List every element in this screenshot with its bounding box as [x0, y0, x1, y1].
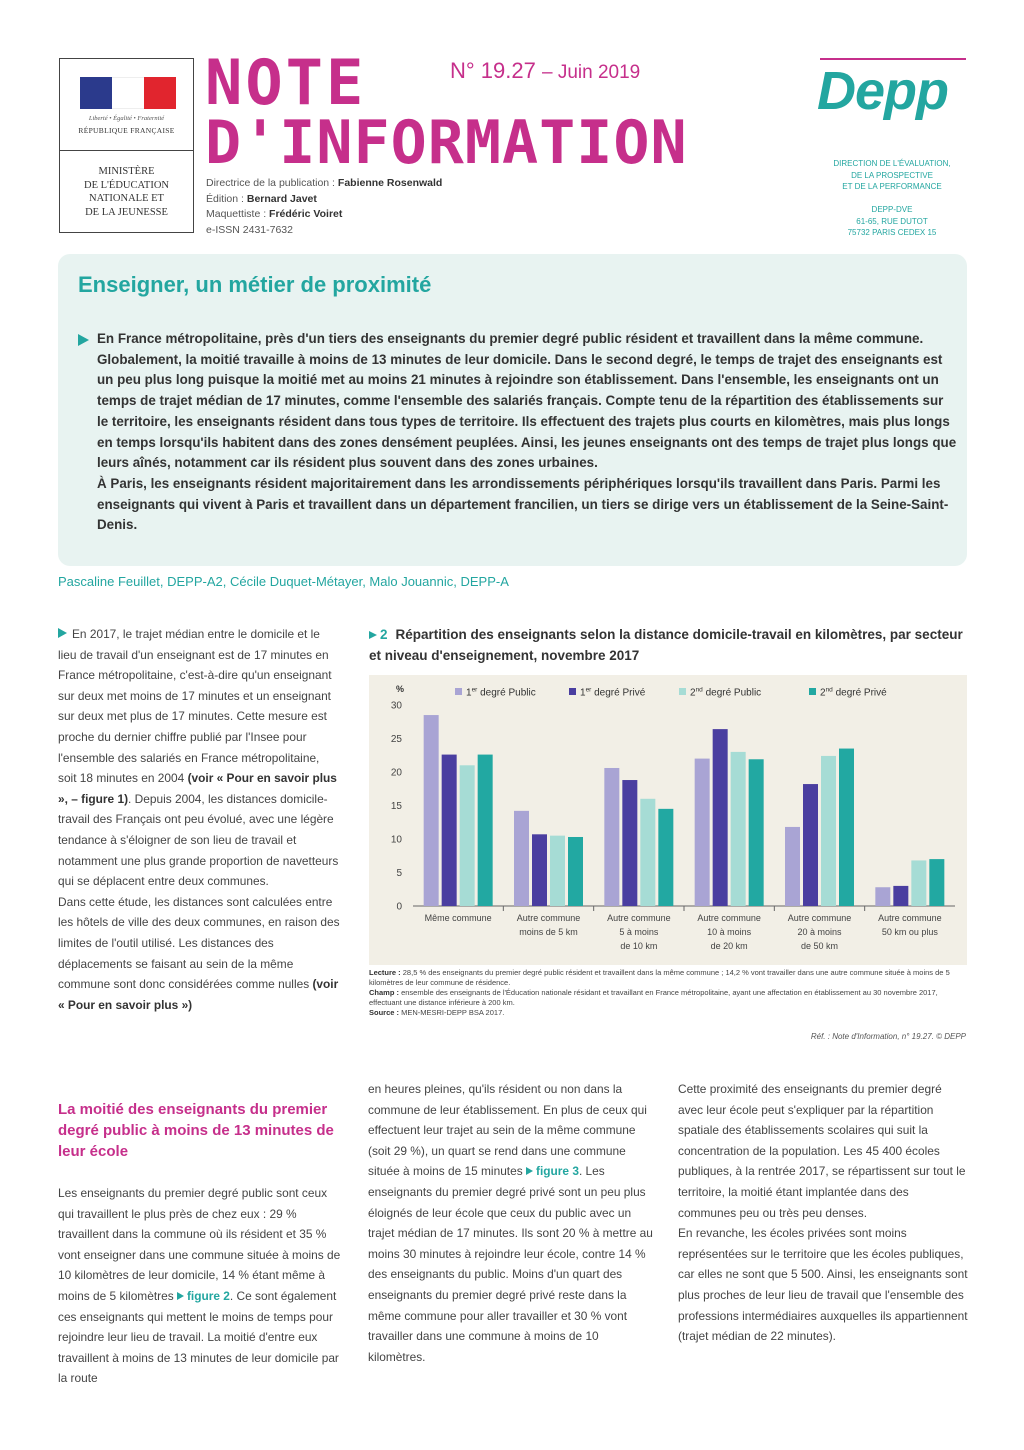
intro-paragraph: Dans cette étude, les distances sont calculées entre les hôtels de ville des deux communes, en raison des limites de l'outil utilisé. Les distances des déplacements se faisant au sein de la même commune sont donc considérées comme nulles (voir « Pour en savoir plus ») [58, 894, 340, 1012]
bar [532, 834, 547, 906]
section-paragraph: Cette proximité des enseignants du premier degré avec leur école peut s'expliquer par la répartition spatiale des établissements scolaires qui suit la concentration de la population. Les 45 400 écoles publiques, à la rentrée 2017, se répartissent sur tout le territoire, la moitié étant implantée dans des communes peu ou très peu denses. [678, 1082, 966, 1220]
bar [803, 784, 818, 906]
x-tick-label: de 20 km [710, 941, 748, 951]
issue-info [450, 58, 640, 84]
bar [514, 811, 529, 906]
summary-paragraph: En France métropolitaine, près d'un tiers des enseignants du premier degré public résident et travaillent dans la même commune. Globalement, la moitié travaille à moins de 13 minutes de leur domicile. Dans le second degré, le temps de trajet des enseignants est un peu plus long puisque la moitié met au moins 21 minutes à rejoindre son établissement. Dans l'ensemble, les enseignants ont un temps de trajet médian de 17 minutes, comme l'ensemble des salariés français. Compte tenu de la répartition des établissements sur le territoire, les enseignants résident dans tous types de territoire. Ils effectuent des trajets plus courts en kilomètres, mais plus longs en temps lorsqu'ils habitent dans des zones densément peuplées. Ainsi, les jeunes enseignants ont des temps de trajet plus longs que leurs aînés, notamment car ils résident plus souvent dans des zones urbaines. [97, 331, 957, 471]
x-tick-label: Autre commune [878, 913, 942, 923]
section-paragraph: en heures pleines, qu'ils résident ou non dans la commune de leur établissement. En plus de ceux qui effectuent leur trajet au sein de la même commune (soit 29 %), un quart se rend dans une commune située à moins de 15 minutes figure 3. Les enseignants du premier degré privé sont un peu plus éloignés de leur école que ceux du public avec un trajet médian de 17 minutes. Ils sont 20 % à mettre au moins 30 minutes à rejoindre leur école, contre 14 % des enseignants du public. Moins d'un quart des enseignants du premier degré privé reste dans la même commune pour aller travailler et 30 % vont travailler dans une commune à moins de 10 kilomètres. [368, 1082, 653, 1364]
figure-number: 2 [369, 627, 388, 642]
bar [713, 729, 728, 906]
legend-swatch [569, 688, 576, 695]
x-tick-label: Autre commune [697, 913, 761, 923]
summary-text [97, 329, 957, 536]
ministry-name: MINISTÈRE DE L'ÉDUCATION NATIONALE ET DE LA JEUNESSE [83, 166, 169, 218]
x-tick-label: de 10 km [620, 941, 658, 951]
x-tick-label: moins de 5 km [519, 927, 578, 937]
figure-link[interactable]: figure 2 [177, 1289, 230, 1303]
bar [442, 755, 457, 906]
bar-chart [369, 675, 967, 965]
summary-box [58, 254, 967, 566]
legend-label: 2nd degré Privé [820, 686, 887, 699]
x-tick-label: 10 à moins [707, 927, 752, 937]
y-axis-label: % [396, 684, 405, 694]
republic-logo [60, 59, 193, 151]
y-tick-label: 30 [390, 700, 402, 712]
x-tick-label: Autre commune [607, 913, 671, 923]
figure-notes [369, 968, 967, 1018]
bar [622, 780, 637, 906]
bar [658, 809, 673, 906]
bar [550, 836, 565, 906]
bar [460, 765, 475, 906]
issue-number: N° 19.27 [450, 58, 536, 83]
depp-full-name: DIRECTION DE L'ÉVALUATION, DE LA PROSPECTIVE ET DE LA PERFORMANCE [833, 159, 951, 191]
note-lecture: Lecture : 28,5 % des enseignants du premier degré public résident et travaillent dans la même commune ; 14,2 % vont travailler dans une autre commune située à moins de 5 kilomètres de leur commune de résidence. [369, 968, 950, 987]
summary-paragraph: À Paris, les enseignants résident majoritairement dans les arrondissements périphériques lorsqu'ils travaillent dans Paris. Parmi les enseignants qui vivent à Paris et travaillent dans un département francilien, un tiers se dirige vers un établissement de la Seine-Saint-Denis. [97, 475, 949, 533]
bar [478, 755, 493, 906]
y-tick-label: 25 [390, 734, 402, 745]
link-arrow-icon [177, 1292, 184, 1300]
y-tick-label: 0 [396, 901, 402, 913]
y-tick-label: 5 [396, 868, 402, 879]
paragraph-arrow-icon [58, 628, 67, 638]
section-column-2 [368, 1079, 653, 1367]
bar [640, 799, 655, 906]
credit-line: e-ISSN 2431-7632 [206, 223, 293, 236]
credit-line: Directrice de la publication : Fabienne Rosenwald [206, 177, 443, 189]
depp-address: DEPP-DVE 61-65, RUE DUTOT 75732 PARIS CEDEX 15 [847, 205, 937, 237]
section-paragraph: Les enseignants du premier degré public sont ceux qui travaillent le plus près de chez eux : 29 % travaillent dans la commune où ils résident et 35 % vont enseigner dans une commune située à moins de 10 kilomètres de leur domicile, 14 % étant même à moins de 5 kilomètres figure 2. Ce sont également ces enseignants qui mettent le moins de temps pour rejoindre leur lieu de travail. La moitié d'entre eux travaillent à moins de 13 minutes de leur domicile par la route [58, 1186, 341, 1386]
credit-line: Édition : Bernard Javet [206, 192, 317, 205]
note-source: Source : MEN-MESRI-DEPP BSA 2017. [369, 1008, 505, 1017]
figure-reference: Réf. : Note d'Information, n° 19.27. © DEPP [810, 1032, 966, 1041]
bar [749, 759, 764, 906]
bar [568, 837, 583, 906]
summary-arrow-icon [78, 334, 89, 346]
authors: Pascaline Feuillet, DEPP-A2, Cécile Duquet-Métayer, Malo Jouannic, DEPP-A [58, 574, 509, 589]
section-column-3 [678, 1079, 968, 1347]
bar [695, 759, 710, 906]
note-champ: Champ : ensemble des enseignants de l'Éducation nationale résidant et travaillant en France métropolitaine, ayant une affectation en établissement au 30 novembre 2017, effectuant une distance inférieure à 200 km. [369, 988, 938, 1007]
figure-link[interactable]: figure 3 [526, 1164, 579, 1178]
publication-credits [206, 176, 442, 238]
title-line-2: D'INFORMATION [205, 108, 688, 178]
legend-label: 2nd degré Public [690, 686, 762, 699]
y-tick-label: 15 [390, 801, 402, 812]
bar [424, 715, 439, 906]
issue-date: – Juin 2019 [541, 62, 641, 83]
y-tick-label: 20 [390, 767, 402, 779]
bar [839, 749, 854, 906]
bar [911, 860, 926, 906]
republic-motto: Liberté • Égalité • Fraternité [88, 115, 165, 122]
section-column-1 [58, 1183, 342, 1389]
x-tick-label: Autre commune [516, 913, 581, 923]
legend-swatch [679, 688, 686, 695]
figure-arrow-icon [369, 631, 377, 639]
chart-svg [369, 675, 967, 965]
title-line-1: NOTE [205, 46, 367, 119]
republic-name: RÉPUBLIQUE FRANÇAISE [78, 126, 175, 135]
x-tick-label: 50 km ou plus [881, 927, 938, 937]
x-tick-label: Autre commune [787, 913, 852, 923]
section-paragraph: En revanche, les écoles privées sont moins représentées sur le territoire que les écoles publiques, car elles ne sont que 5 500. Ainsi, les enseignants sont plus proches de leur lieu de travail que l'ensemble des professions intermédiaires auxquelles ils appartiennent (trajet médian de 22 minutes). [678, 1226, 968, 1344]
link-arrow-icon [526, 1167, 533, 1175]
legend-swatch [455, 688, 462, 695]
credit-line: Maquettiste : Frédéric Voiret [206, 208, 343, 220]
y-tick-label: 10 [390, 834, 402, 846]
x-tick-label: 5 à moins [619, 927, 659, 937]
bar [893, 886, 908, 906]
bar [929, 859, 944, 906]
summary-title: Enseigner, un métier de proximité [78, 272, 432, 297]
x-tick-label: de 50 km [800, 941, 839, 951]
section-heading: La moitié des enseignants du premier degré public à moins de 13 minutes de leur école [58, 1101, 334, 1160]
bar [731, 752, 746, 906]
legend-label: 1er degré Privé [580, 686, 646, 699]
bar [785, 827, 800, 906]
depp-logo: Depp [817, 61, 948, 121]
intro-paragraph: En 2017, le trajet médian entre le domicile et le lieu de travail d'un enseignant est de 17 minutes en France métropolitaine, c'est-à-dire qu'un enseignant sur deux met moins de 17 minutes et un enseignant sur deux met plus de 17 minutes. Cette mesure est proche du dernier chiffre publié par l'Insee pour l'ensemble des salariés en France métropolitaine, soit 18 minutes en 2004 (voir « Pour en savoir plus », – figure 1). Depuis 2004, les distances domicile-travail des Français ont peu évolué, avec une légère tendance à s'éloigner de son lieu de travail et notamment une plus grande proportion de navetteurs qui se déplacent entre deux communes. [58, 627, 339, 889]
x-tick-label: 20 à moins [797, 927, 842, 937]
bar [604, 768, 619, 906]
x-tick-label: Même commune [424, 913, 492, 923]
bar [875, 887, 890, 906]
reference-link[interactable]: (voir « Pour en savoir plus », – figure 1) [58, 771, 337, 806]
legend-swatch [809, 688, 816, 695]
figure-title: 2 Répartition des enseignants selon la distance domicile-travail en kilomètres, par secteur et niveau d'enseignement, novembre 2017 [369, 627, 963, 663]
marianne-flag-icon [80, 77, 176, 109]
bar [821, 756, 836, 906]
legend-label: 1er degré Public [466, 686, 536, 699]
ministry-logo-box [59, 58, 194, 233]
intro-column [58, 624, 340, 1015]
reference-link[interactable]: (voir « Pour en savoir plus ») [58, 977, 339, 1012]
